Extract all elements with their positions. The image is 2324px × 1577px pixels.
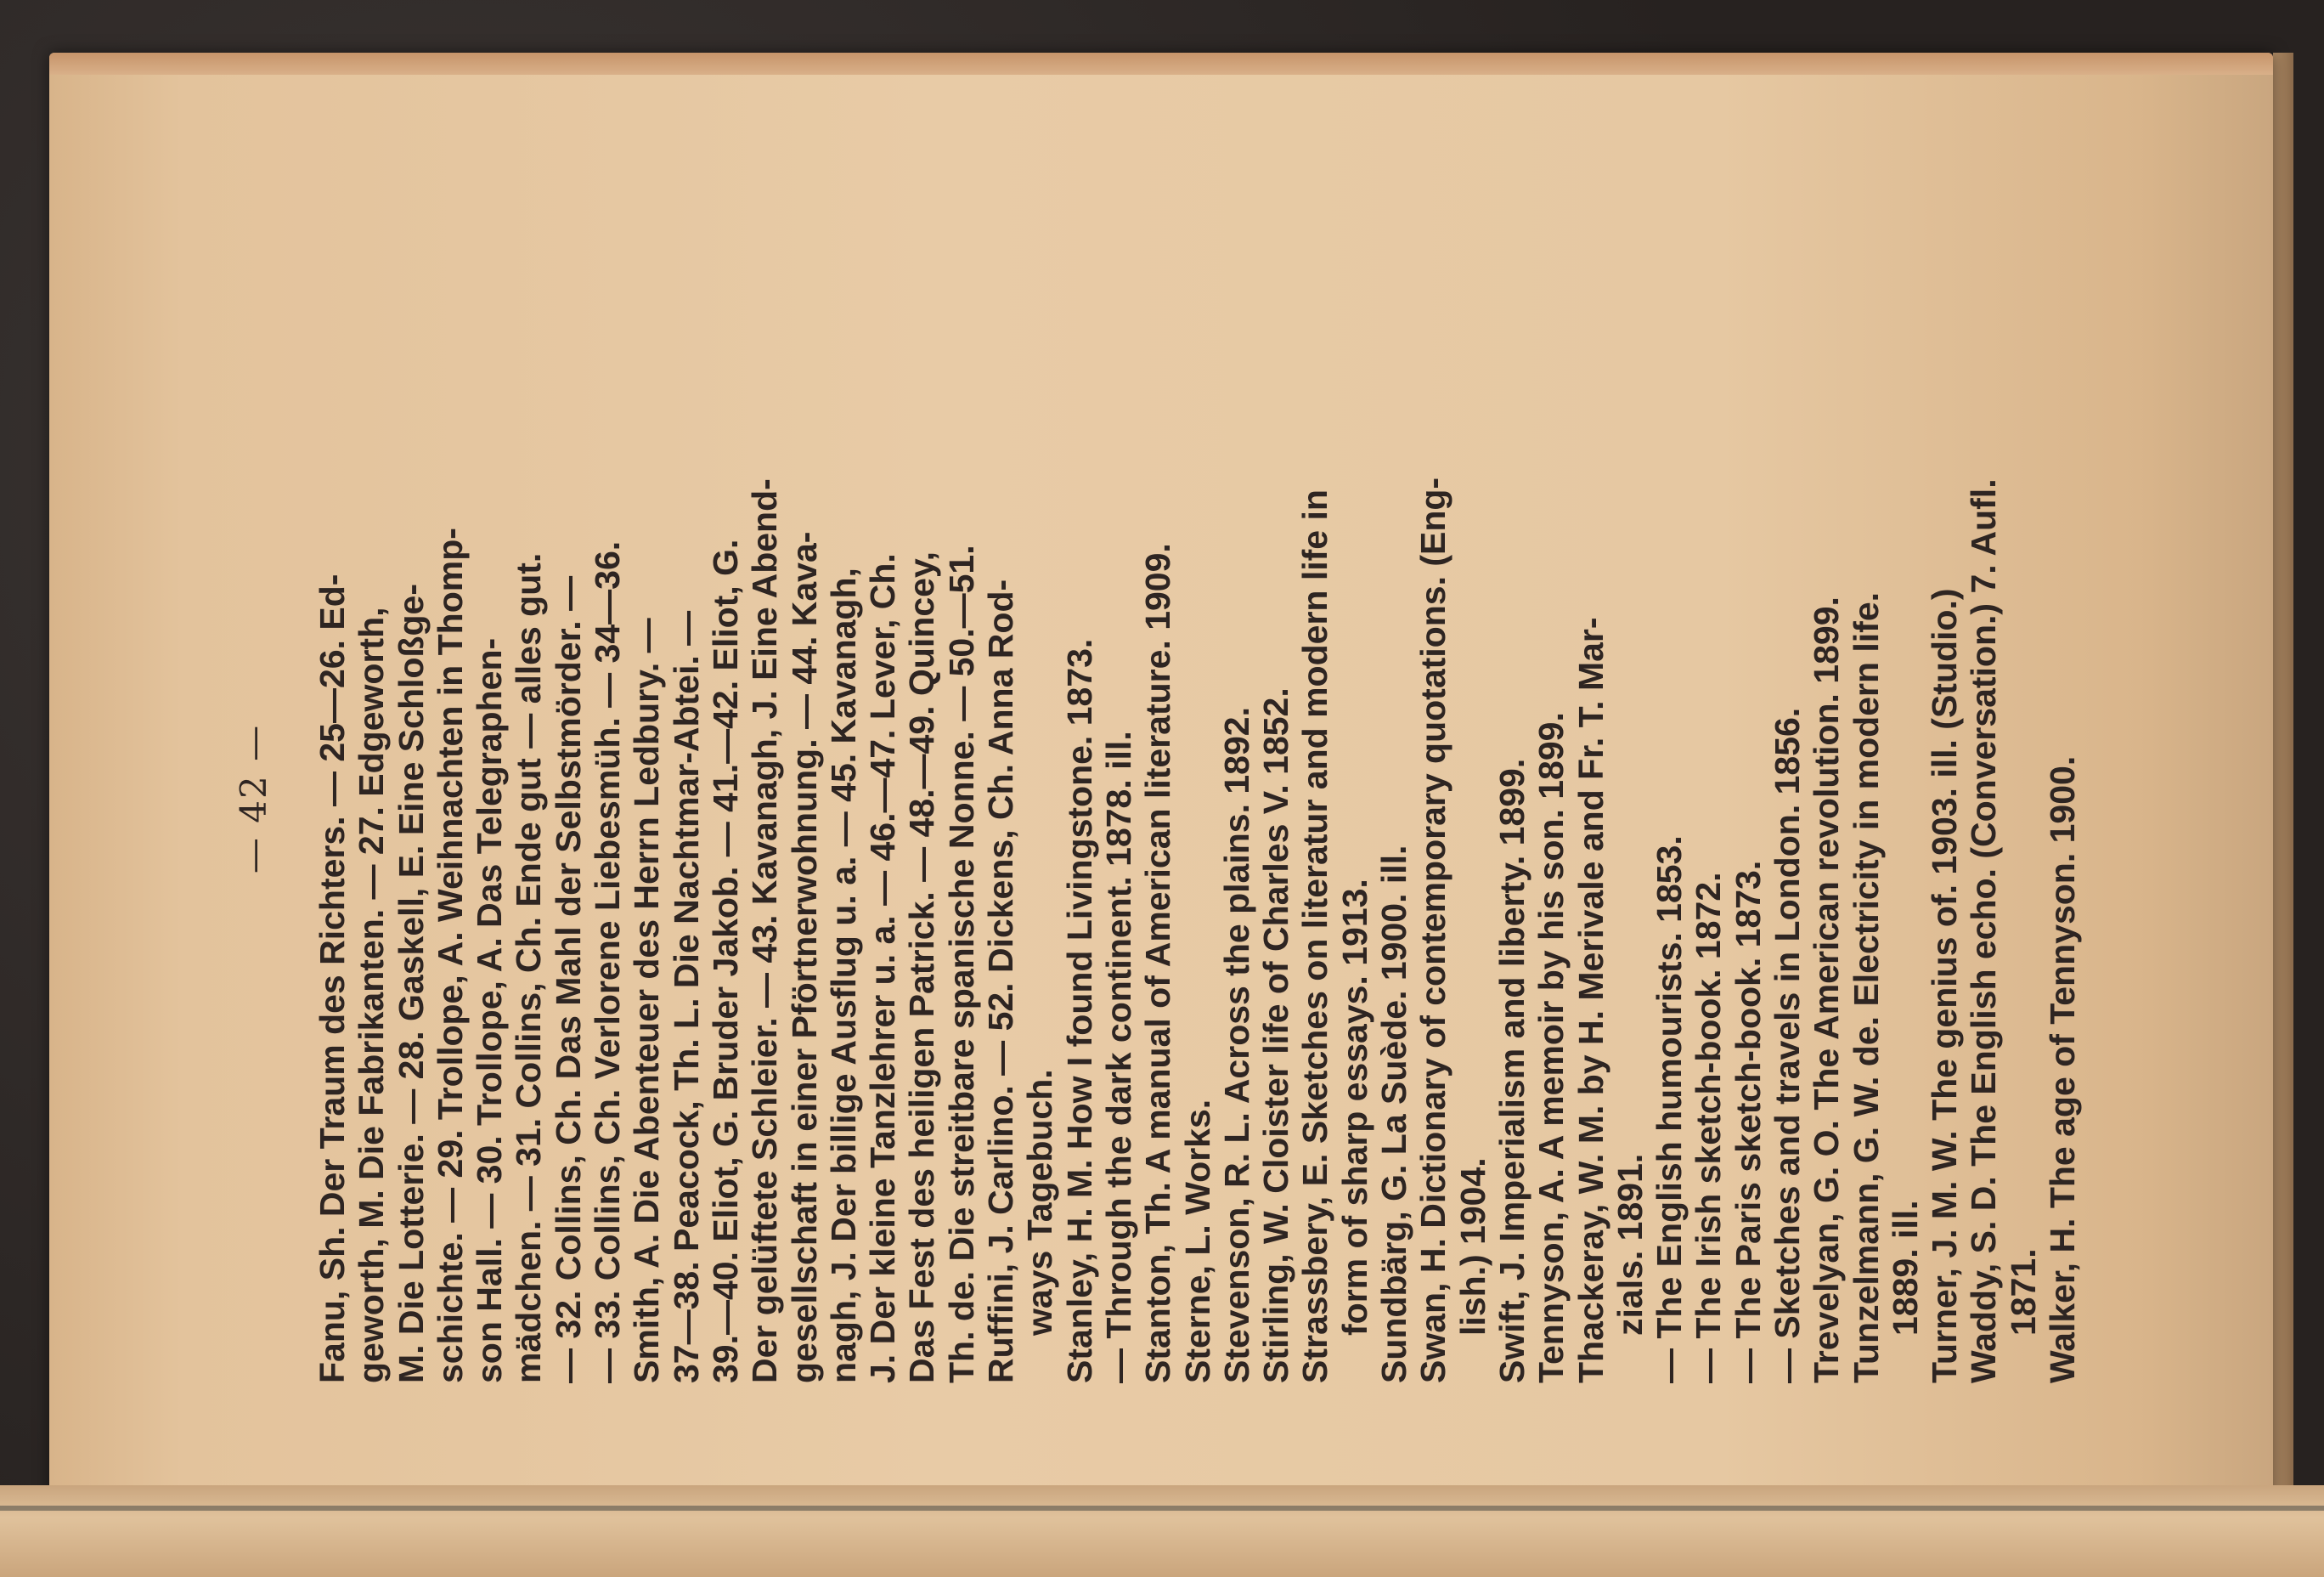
bibliography-line — [1847, 214, 1886, 1383]
bibliography-line — [745, 214, 784, 1383]
entry-author: Swan, H. — [1413, 1238, 1453, 1383]
entry-text: Cloister life of Charles V. 1852. — [1256, 687, 1296, 1204]
bibliography-line — [1768, 214, 1807, 1383]
entry-text: Sketches on literatur and modern life in — [1295, 489, 1335, 1154]
entry-text: nagh, J. Der billige Ausflug u. a. — 45. Kavanagh, — [823, 568, 863, 1383]
entry-text: — 32. Collins, Ch. Das Mahl der Selbstmörder. — — [548, 575, 588, 1383]
bibliography-line — [1413, 214, 1452, 1383]
bibliography-line — [509, 214, 548, 1383]
entry-author: Trevelyan, G. O. — [1807, 1120, 1847, 1383]
entry-text: The Irish sketch-book. 1872. — [1689, 872, 1729, 1348]
entry-text: The English echo. (Conversation.) 7. Aufl. — [1964, 478, 2004, 1177]
page-stack-edge — [2273, 53, 2293, 1497]
entry-text: gesellschaft in einer Pförtnerwohnung. — 44. Kava- — [784, 531, 824, 1383]
bibliography-line — [1964, 214, 2003, 1383]
entry-text: by H. Merivale and Fr. T. Mar- — [1571, 617, 1610, 1105]
entry-text: — 33. Collins, Ch. Verlorene Liebesmüh. — 34—36. — [588, 540, 628, 1383]
bibliography-line — [352, 214, 391, 1383]
bibliography-line — [549, 214, 588, 1383]
entry-author: Thackeray, W. M. — [1571, 1105, 1610, 1383]
bibliography-line — [1020, 214, 1059, 1383]
entry-text: The age of Tennyson. 1900. — [2043, 755, 2083, 1218]
entry-text: A manual of American literature. 1909. — [1138, 543, 1178, 1183]
bibliography-line — [2004, 214, 2043, 1383]
entry-text: Imperialism and liberty. 1899. — [1492, 758, 1531, 1252]
entry-author: Sundbärg, G. — [1374, 1164, 1414, 1383]
entry-text: lish.) 1904. — [1452, 1157, 1492, 1336]
entry-text: The American revolution. 1899. — [1807, 596, 1847, 1121]
entry-text: ways Tagebuch. — [1020, 1069, 1060, 1336]
entry-text: Electricity in modern life. — [1846, 591, 1886, 1016]
entry-text: The English humourists. 1853. — [1650, 835, 1689, 1348]
entry-author: Stanton, Th. — [1138, 1182, 1178, 1383]
bibliography-line — [1729, 214, 1768, 1383]
entry-text: Fanu, Sh. Der Traum des Richters. — 25—26. Ed- — [313, 574, 352, 1383]
entry-text: Across the plains. 1892. — [1216, 707, 1256, 1113]
bibliography-line — [1453, 214, 1492, 1383]
bibliography-line — [981, 214, 1020, 1383]
bibliography-line — [431, 214, 470, 1383]
bibliography-line — [1689, 214, 1728, 1383]
entry-author: Tennyson, A. — [1531, 1168, 1571, 1383]
entry-text: Dictionary of contemporary quotations. (Eng- — [1413, 477, 1453, 1239]
entry-text: Th. de. Die streitbare spanische Nonne. — 50.—51. — [941, 545, 981, 1383]
entry-author: Walker, H. — [2043, 1218, 2083, 1383]
entry-author: Waddy, S. D. — [1964, 1176, 2004, 1383]
bibliography-line — [1650, 214, 1689, 1383]
entry-text: Ruffini, J. Carlino. — 52. Dickens, Ch. Anna Rod- — [981, 579, 1021, 1383]
entry-author: Tunzelmann, G. W. de. — [1846, 1015, 1886, 1383]
bibliography-line — [1492, 214, 1531, 1383]
entry-text: 1871. — [2003, 1248, 2043, 1336]
bibliography-line — [1138, 214, 1177, 1383]
entry-author: — — [1689, 1348, 1729, 1383]
page-top-edge — [49, 53, 2273, 75]
entry-author: Swift, J. — [1492, 1252, 1531, 1383]
entry-text: M. Die Lotterie. — 28. Gaskell, E. Eine Schloßge- — [391, 584, 431, 1383]
bibliography-line — [1925, 214, 1964, 1383]
bibliography-line — [1571, 214, 1610, 1383]
bibliography-line — [627, 214, 666, 1383]
bibliography-line — [942, 214, 981, 1383]
bibliography-line — [863, 214, 902, 1383]
bibliography-line — [1178, 214, 1217, 1383]
bibliography-line — [667, 214, 706, 1383]
entry-author: Strassbery, E. — [1295, 1153, 1335, 1383]
entry-author: — — [1767, 1348, 1807, 1383]
entry-text: The Paris sketch-book. 1873. — [1728, 860, 1768, 1348]
entry-text: Smith, A. Die Abenteuer des Herrn Ledbury. — — [627, 618, 667, 1383]
bibliography-line — [1807, 214, 1846, 1383]
entry-author: Sterne, L. — [1177, 1224, 1217, 1383]
facing-page-edge — [0, 1485, 2324, 1577]
bibliography-line — [1217, 214, 1256, 1383]
bibliography-line — [1531, 214, 1571, 1383]
rotated-text-block — [229, 204, 2083, 1393]
entry-text: Through the dark continent. 1878. ill. — [1098, 731, 1138, 1348]
entry-text: son Hall. — 30. Trollope, A. Das Telegraphen- — [470, 637, 510, 1383]
entry-text: mädchen. — 31. Collins, Ch. Ende gut — alles gut. — [509, 552, 549, 1383]
bibliography-line — [313, 214, 352, 1383]
entry-author: Stanley, H. M. — [1059, 1159, 1099, 1383]
entry-author: — — [1098, 1348, 1138, 1383]
entry-text: The genius of. 1903. ill. (Studio.) — [1925, 588, 1965, 1131]
entry-text: 1889. ill. — [1885, 1200, 1925, 1336]
entry-text: geworth, M. Die Fabrikanten. — 27. Edgeworth, — [352, 607, 392, 1383]
bibliography-line — [1610, 214, 1650, 1383]
bibliography-line — [1256, 214, 1295, 1383]
entry-author: Stirling, W. — [1256, 1203, 1296, 1383]
bibliography-line — [785, 214, 824, 1383]
entry-author: Stevenson, R. L. — [1216, 1112, 1256, 1383]
bibliography-line — [588, 214, 627, 1383]
bibliography-line — [706, 214, 745, 1383]
entry-author: — — [1650, 1348, 1689, 1383]
bibliography-line — [392, 214, 431, 1383]
entry-text: Das Fest des heiligen Patrick. — 48.—49. Quincey, — [902, 551, 942, 1383]
entry-text: Sketches and travels in London. 1856. — [1767, 707, 1807, 1348]
page-number: — 42 — — [233, 723, 274, 874]
entry-text: A memoir by his son. 1899. — [1531, 712, 1571, 1169]
entry-text: schichte. — 29. Trollope, A. Weihnachten in Thomp- — [430, 528, 470, 1383]
bibliography-list — [313, 204, 2082, 1393]
bibliography-line — [1886, 214, 1925, 1383]
entry-text: 39.—40. Eliot, G. Bruder Jakob. — 41.—42. Eliot, G. — [705, 539, 745, 1383]
bibliography-line — [1374, 214, 1413, 1383]
entry-text: How I found Livingstone. 1873. — [1059, 638, 1099, 1160]
bibliography-line — [902, 214, 941, 1383]
entry-author: Turner, J. M. W. — [1925, 1130, 1965, 1383]
bibliography-line — [824, 214, 863, 1383]
entry-text: J. Der kleine Tanzlehrer u. a. — 46.—47. Lever, Ch. — [863, 553, 903, 1383]
bibliography-line — [470, 214, 509, 1383]
entry-text: La Suède. 1900. ill. — [1374, 845, 1414, 1165]
entry-text: zials. 1891. — [1610, 1153, 1650, 1336]
entry-text: 37—38. Peacock, Th. L. Die Nachtmar-Abtei. — — [666, 610, 706, 1383]
entry-text: form of sharp essays. 1913. — [1334, 879, 1374, 1336]
bibliography-line — [2043, 214, 2082, 1383]
bibliography-line — [1099, 214, 1138, 1383]
bibliography-line — [1295, 214, 1334, 1383]
gutter-line — [0, 1506, 2324, 1511]
bibliography-line — [1335, 214, 1374, 1383]
entry-author: — — [1728, 1348, 1768, 1383]
entry-text: Der gelüftete Schleier. — 43. Kavanagh, J. Eine Abend- — [745, 478, 785, 1383]
entry-text: Works. — [1177, 1099, 1217, 1225]
bibliography-line — [1060, 214, 1099, 1383]
